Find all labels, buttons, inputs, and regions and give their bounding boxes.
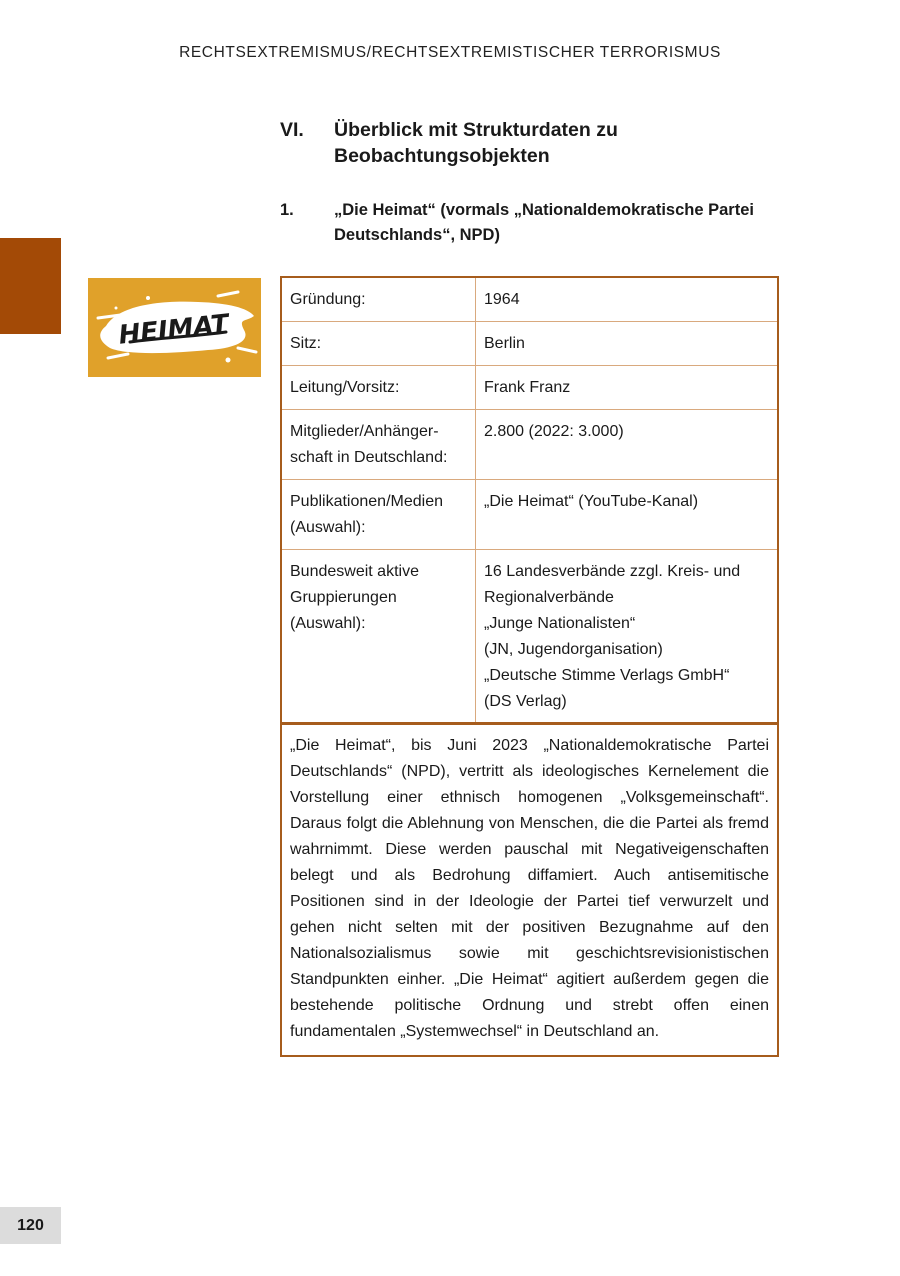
row-label [282,550,476,723]
table-row [282,480,777,550]
logo-wordmark: HEIMAT [117,309,231,351]
structure-data-table [280,276,779,725]
table-row [282,278,777,322]
section-number: 1. [280,201,294,219]
party-logo [88,278,261,377]
description-box [280,722,779,1057]
row-value-line: „Junge Nationalisten“ [484,615,636,632]
row-label-line: Bundesweit aktive [290,563,419,580]
row-label-line: Sitz: [290,335,322,352]
row-label-line: Gruppierungen [290,589,397,606]
row-label [282,480,476,549]
table-row [282,550,777,723]
table-row [282,366,777,410]
page-number: 120 [0,1207,61,1244]
row-label-line: Leitung/Vorsitz: [290,379,400,396]
chapter-title: Überblick mit Strukturdaten zu Beobachtungsobjekten [334,119,618,167]
chapter-color-tab [0,238,61,334]
row-value [476,278,777,321]
row-value-line: „Deutsche Stimme Verlags GmbH“ [484,667,730,684]
chapter-number: VI. [280,119,304,141]
row-value-line: 16 Landesverbände zzgl. Kreis- und [484,563,741,580]
row-label-line: Publikationen/Medien [290,493,443,510]
row-value-line: 2.800 (2022: 3.000) [484,423,624,440]
row-value-line: Berlin [484,335,525,352]
row-value [476,550,777,723]
running-header: RECHTSEXTREMISMUS/RECHTSEXTREMISTISCHER TERRORISMUS [179,44,721,61]
row-label-line: Mitglieder/Anhänger- [290,423,439,440]
row-value-line: (JN, Jugendorganisation) [484,641,663,658]
row-value-line: Frank Franz [484,379,571,396]
table-row [282,322,777,366]
row-label-line: schaft in Deutschland: [290,449,448,466]
row-value-line: 1964 [484,291,520,308]
row-label-line: (Auswahl): [290,519,366,536]
table-row [282,410,777,480]
row-label [282,278,476,321]
description-text: „Die Heimat“, bis Juni 2023 „Nationaldemokratische Partei Deutschlands“ (NPD), vertritt als ideologisches Kernelement die Vorstellung einer ethnisch homogenen „Volksgemeinschaft“. Daraus folgt die Ablehnung von Menschen, die die Partei als fremd wahrnimmt. Diese werden pauschal mit Negativeigenschaften belegt und als Bedrohung diffamiert. Auch antisemitische Positionen sind in der Ideologie der Partei tief verwurzelt und gehen nicht selten mit der positiven Bezugnahme auf den Nationalsozialismus sowie mit geschichtsrevisionistischen Standpunkten einher. „Die Heimat“ agitiert außerdem gegen die bestehende politische Ordnung und strebt offen einen fundamentalen „Systemwechsel“ in Deutschland an. [290,737,769,1040]
row-label-line: Gründung: [290,291,366,308]
row-value [476,322,777,365]
row-label [282,322,476,365]
row-value [476,366,777,409]
row-value-line: (DS Verlag) [484,693,567,710]
row-label-line: (Auswahl): [290,615,366,632]
section-title: „Die Heimat“ (vormals „Nationaldemokratische Partei Deutschlands“, NPD) [334,201,754,244]
row-value-line: Regionalverbände [484,589,614,606]
row-value-line: „Die Heimat“ (YouTube-Kanal) [484,493,699,510]
row-value [476,480,777,549]
row-label [282,410,476,479]
row-label [282,366,476,409]
row-value [476,410,777,479]
